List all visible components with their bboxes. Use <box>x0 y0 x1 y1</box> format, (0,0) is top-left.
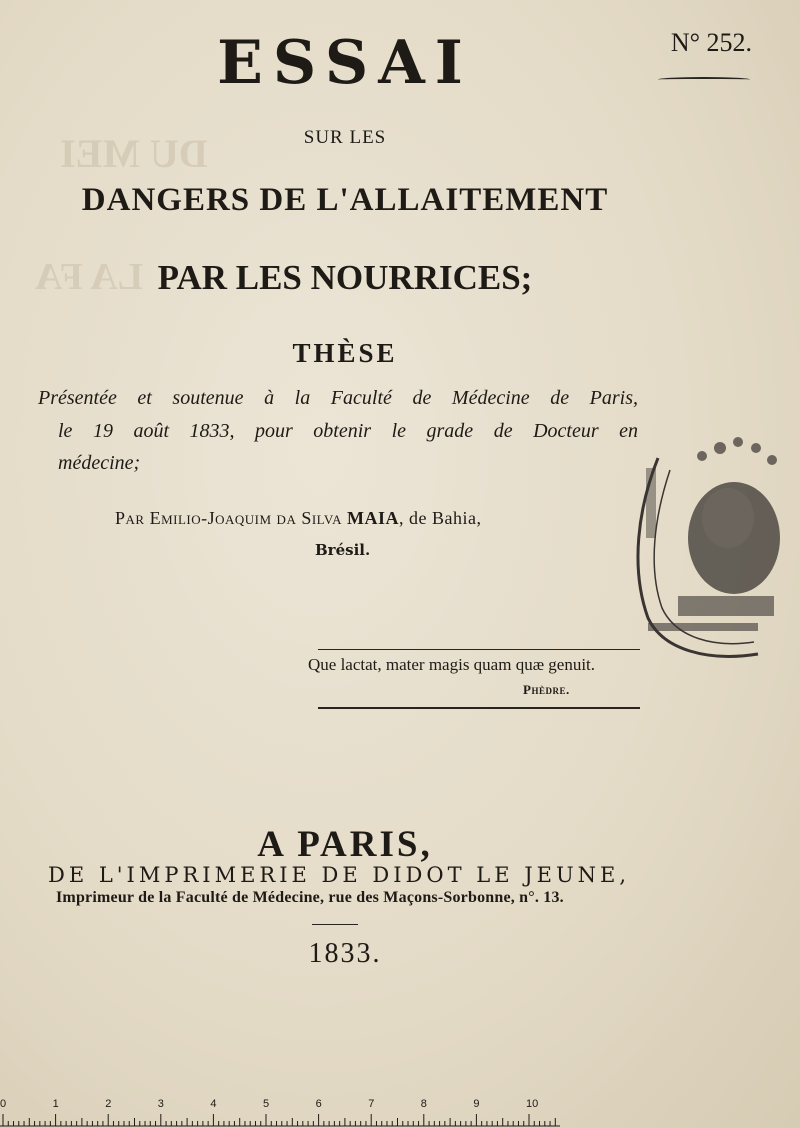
year-rule <box>312 924 358 925</box>
ruler-label: 5 <box>263 1098 270 1110</box>
ruler-label: 1 <box>52 1098 59 1110</box>
imprint-printer: DE L'IMPRIMERIE DE DIDOT LE JEUNE, <box>48 863 631 887</box>
author-name: Emilio-Joaquim da Silva <box>149 508 343 528</box>
bleed-through-text: DU MEI <box>60 131 208 176</box>
these-heading: THÈSE <box>292 338 398 368</box>
imprint-city: A PARIS, <box>257 824 433 865</box>
bleed-through-text: LA FA <box>35 256 144 298</box>
imprint-year: 1833. <box>308 938 382 969</box>
author-line <box>115 508 482 529</box>
author-country: Brésil. <box>315 541 371 559</box>
ruler-label: 4 <box>210 1098 217 1110</box>
epigraph-top-rule <box>318 649 640 650</box>
catalog-number: N° 252. <box>670 28 752 57</box>
imprint-printer-detail: Imprimeur de la Faculté de Médecine, rue des Maçons-Sorbonne, n°. 13. <box>56 889 564 906</box>
title-essai: ESSAI <box>217 28 473 98</box>
ruler-labels <box>0 1098 560 1112</box>
ruler-label: 7 <box>368 1098 375 1110</box>
epigraph-bottom-rule <box>318 707 640 709</box>
these-line-2: le 19 août 1833, pour obtenir le grade de Docteur en <box>58 420 638 442</box>
author-surname: MAIA <box>347 508 400 528</box>
author-origin: , de Bahia, <box>399 508 482 528</box>
ruler-label: 0 <box>0 1098 7 1110</box>
library-stamp <box>618 418 800 664</box>
ruler-label: 8 <box>420 1098 427 1110</box>
ruler-label: 10 <box>526 1098 539 1110</box>
epigraph-quote: Que lactat, mater magis quam quæ genuit. <box>308 655 596 674</box>
these-line-1: Présentée et soutenue à la Faculté de Médecine de Paris, <box>38 387 638 409</box>
ruler-label: 9 <box>473 1098 480 1110</box>
epigraph-attribution: Phèdre. <box>523 682 570 697</box>
these-line-3: médecine; <box>58 452 141 474</box>
ruler-label: 6 <box>315 1098 322 1110</box>
title-sur-les: SUR LES <box>303 127 387 148</box>
ruler-label: 2 <box>105 1098 112 1110</box>
title-par-les-nourrices: PAR LES NOURRICES; <box>157 258 533 297</box>
title-dangers: DANGERS DE L'ALLAITEMENT <box>81 182 609 218</box>
author-par: Par <box>115 508 145 528</box>
ruler-label: 3 <box>157 1098 164 1110</box>
